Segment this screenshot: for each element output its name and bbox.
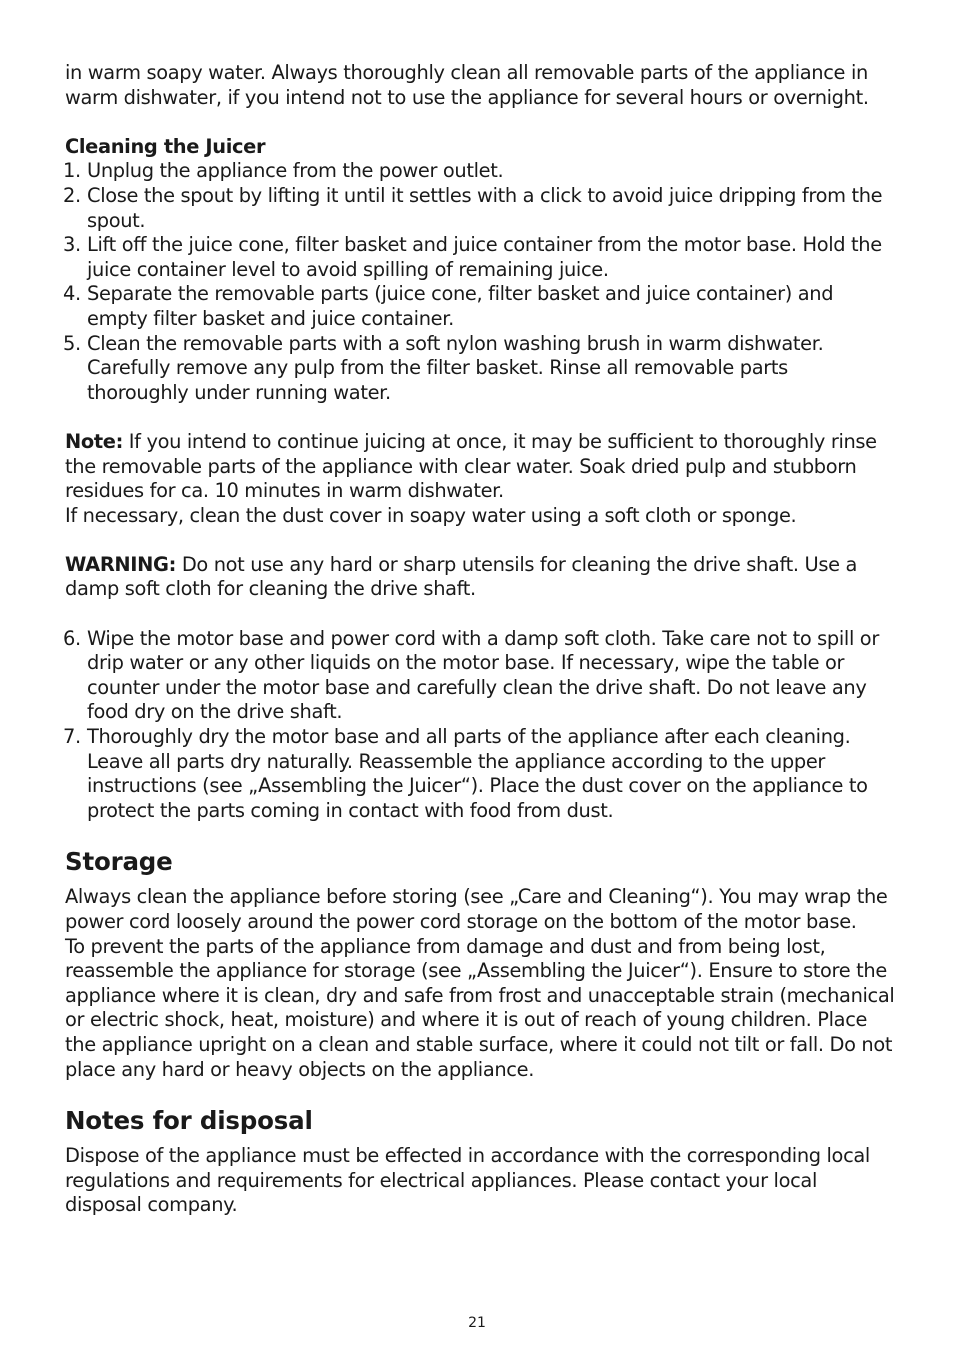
list-item: 4. Separate the removable parts (juice cone, filter basket and juice container) and empty filter basket and juice container. [63,282,834,330]
cleaning-steps-continued [65,627,895,824]
list-item: 2. Close the spout by lifting it until it settles with a click to avoid juice dripping from the spout. [63,183,883,232]
storage-paragraph-1: Always clean the appliance before storing (see „Care and Cleaning“). You may wrap the power cord loosely around the power cord storage on the bottom of the motor base. [65,885,888,933]
list-item: 6. Wipe the motor base and power cord with a damp soft cloth. Take care not to spill or drip water or any other liquids on the motor base. If necessary, wipe the table or counter under the motor base and carefully clean the drive shaft. Do not leave any food dry on the drive shaft. [63,626,879,724]
warning-label: WARNING: [65,552,176,576]
list-item: 3. Lift off the juice cone, filter basket and juice container from the motor base. Hold the juice container level to avoid spilling of remaining juice. [63,233,882,281]
intro-paragraph: in warm soapy water. Always thoroughly clean all removable parts of the appliance in warm dishwater, if you intend not to use the appliance for several hours or overnight. [65,61,869,109]
list-item: 5. Clean the removable parts with a soft nylon washing brush in warm dishwater. Carefully remove any pulp from the filter basket. Rinse all removable parts thoroughly under running water. [63,331,824,404]
storage-paragraph-2: To prevent the parts of the appliance from damage and dust and from being lost, reassemble the appliance for storage (see „Assembling the Juicer“). Ensure to store the appliance where it is clean, dry and safe from frost and unacceptable strain (mechanical or electric shock, heat, moisture) and where it is out of reach of young children. Place the appliance upright on a clean and stable surface, where it could not tilt or fall. Do not place any hard or heavy objects on the appliance. [65,934,895,1081]
disposal-paragraph: Dispose of the appliance must be effected in accordance with the corresponding local regulations and requirements for electrical appliances. Please contact your local disposal company. [65,1144,870,1217]
page-number: 21 [468,1315,486,1331]
disposal-heading: Notes for disposal [65,1106,313,1136]
cleaning-heading: Cleaning the Juicer [65,134,266,158]
cleaning-steps [65,159,895,405]
document-page [65,61,895,1218]
list-item: 7. Thoroughly dry the motor base and all parts of the appliance after each cleaning. Leave all parts dry naturally. Reassemble the appliance according to the upper instructions (see „Assembling the Juicer“). Place the dust cover on the appliance to protect the parts coming in contact with food from dust. [63,725,868,822]
note-paragraph: Note: If you intend to continue juicing at once, it may be sufficient to thoroughly rinse the removable parts of the appliance with clear water. Soak dried pulp and stubborn residues for ca. 10 minutes in warm dishwater. [65,429,877,503]
note-extra: If necessary, clean the dust cover in soapy water using a soft cloth or sponge. [65,503,797,527]
warning-paragraph: WARNING: Do not use any hard or sharp utensils for cleaning the drive shaft. Use a damp soft cloth for cleaning the drive shaft. [65,552,857,601]
note-label: Note: [65,429,123,453]
list-item: 1. Unplug the appliance from the power outlet. [63,159,504,183]
storage-heading: Storage [65,847,173,877]
